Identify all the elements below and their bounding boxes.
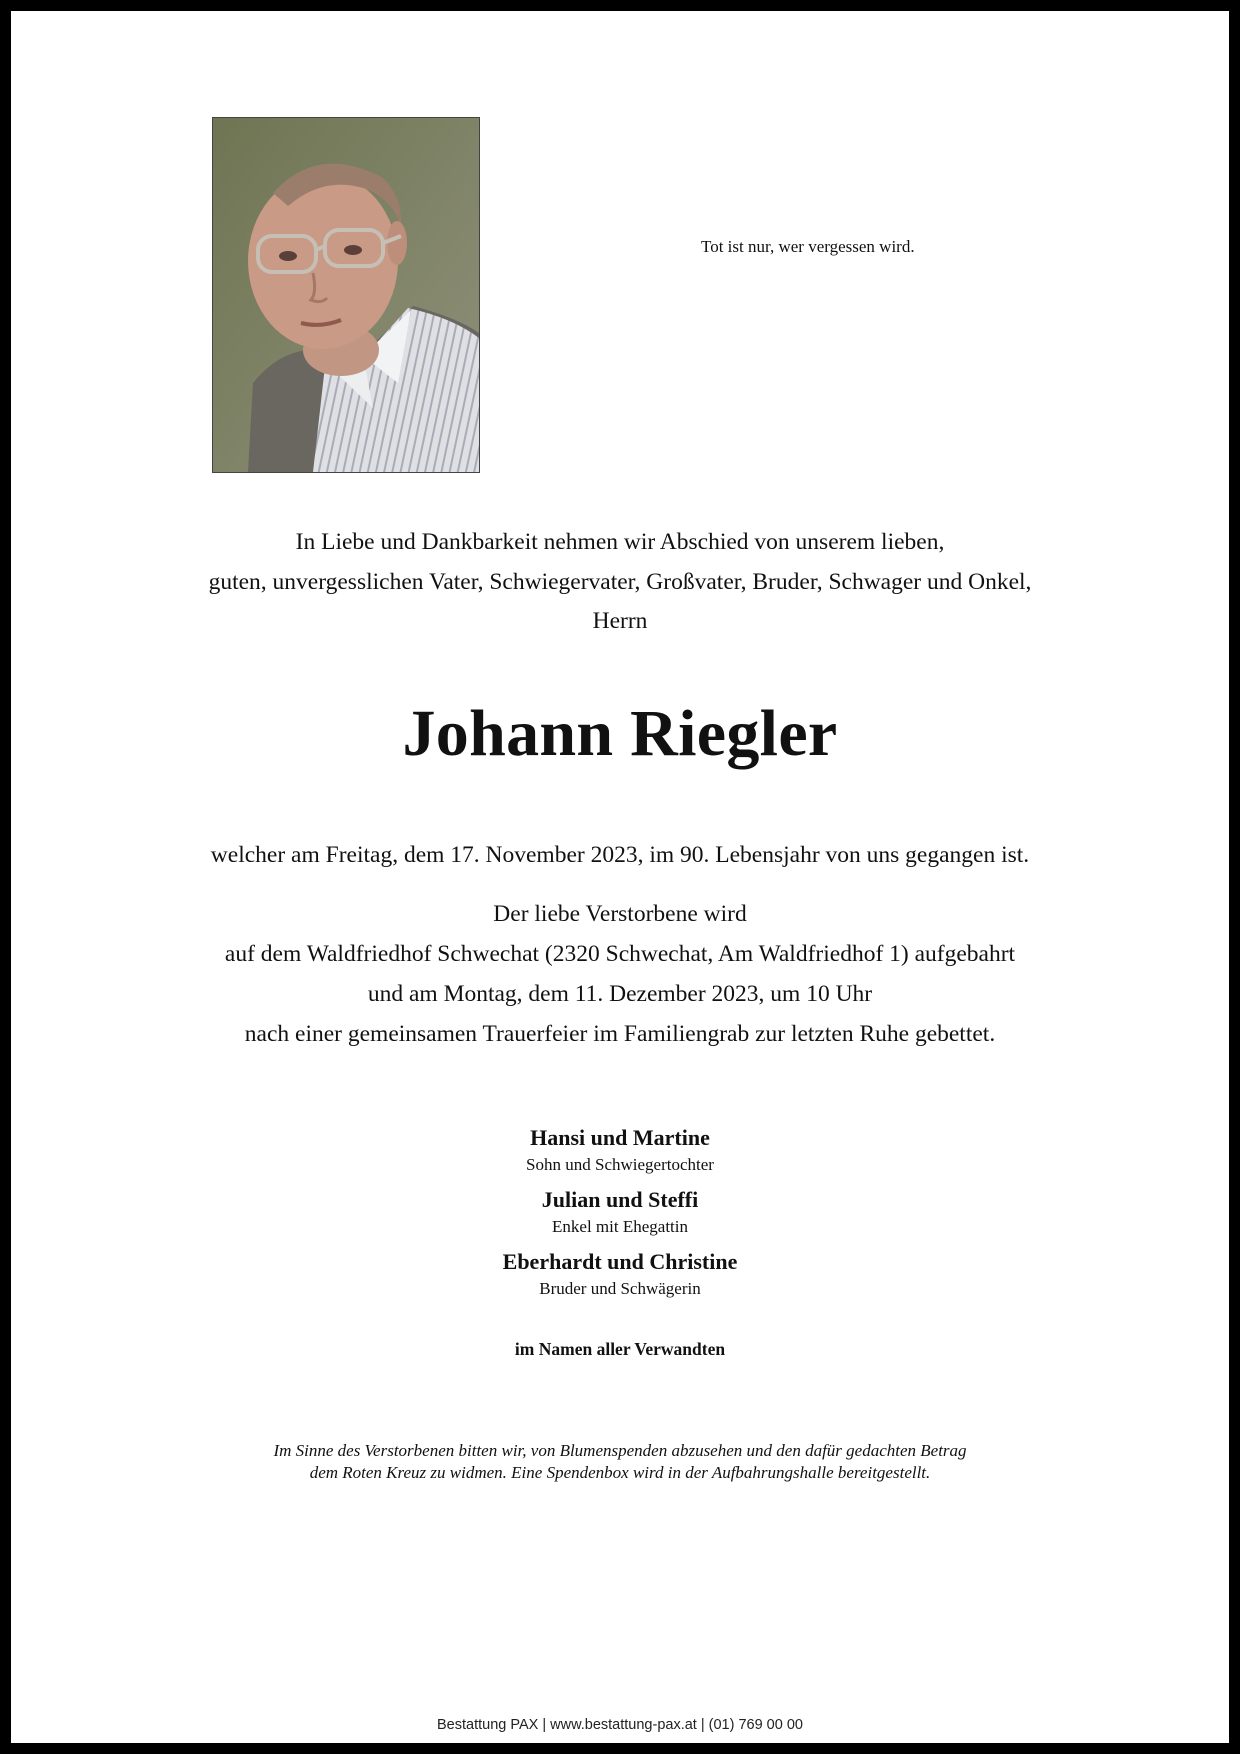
mourner-relation: Bruder und Schwägerin (539, 1279, 701, 1298)
funeral-home-footer: Bestattung PAX | www.bestattung-pax.at | (01) 769 00 00 (437, 1717, 803, 1733)
mourner-name: Hansi und Martine (530, 1125, 710, 1150)
portrait-illustration (213, 118, 479, 472)
deceased-name: Johann Riegler (402, 697, 838, 770)
details-line: und am Montag, dem 11. Dezember 2023, um 10 Uhr (367, 981, 873, 1007)
mourners-list (11, 1123, 1229, 1309)
mourner-relation: Sohn und Schwiegertochter (526, 1155, 714, 1174)
mourner-entry (11, 1123, 1229, 1177)
intro-line: Herrn (592, 608, 648, 634)
intro-line: guten, unvergesslichen Vater, Schwiegervater, Großvater, Bruder, Schwager und Onkel, (208, 568, 1032, 595)
relatives-line: im Namen aller Verwandten (514, 1339, 726, 1359)
donation-note (11, 1440, 1229, 1484)
note-line: Im Sinne des Verstorbenen bitten wir, von Blumenspenden abzusehen und den dafür gedachten Betrag (273, 1441, 967, 1460)
details-line: nach einer gemeinsamen Trauerfeier im Familiengrab zur letzten Ruhe gebettet. (244, 1021, 996, 1047)
funeral-details (11, 894, 1229, 1054)
motto-quote: Tot ist nur, wer vergessen wird. (701, 237, 915, 256)
mourner-relation: Enkel mit Ehegattin (552, 1217, 688, 1236)
details-line: Der liebe Verstorbene wird (493, 901, 747, 927)
mourner-entry (11, 1247, 1229, 1301)
intro-line: In Liebe und Dankbarkeit nehmen wir Abschied von unserem lieben, (295, 529, 945, 555)
portrait-photo (212, 117, 480, 473)
note-line: dem Roten Kreuz zu widmen. Eine Spendenbox wird in der Aufbahrungshalle bereitgestellt. (309, 1463, 931, 1482)
death-date-line: welcher am Freitag, dem 17. November 2023, im 90. Lebensjahr von uns gegangen ist. (210, 842, 1030, 868)
mourner-name: Julian und Steffi (541, 1187, 699, 1212)
obituary-page (11, 11, 1229, 1743)
intro-text (11, 523, 1229, 642)
mourner-entry (11, 1185, 1229, 1239)
details-line: auf dem Waldfriedhof Schwechat (2320 Schwechat, Am Waldfriedhof 1) aufgebahrt (224, 941, 1016, 967)
mourner-name: Eberhardt und Christine (502, 1249, 738, 1274)
